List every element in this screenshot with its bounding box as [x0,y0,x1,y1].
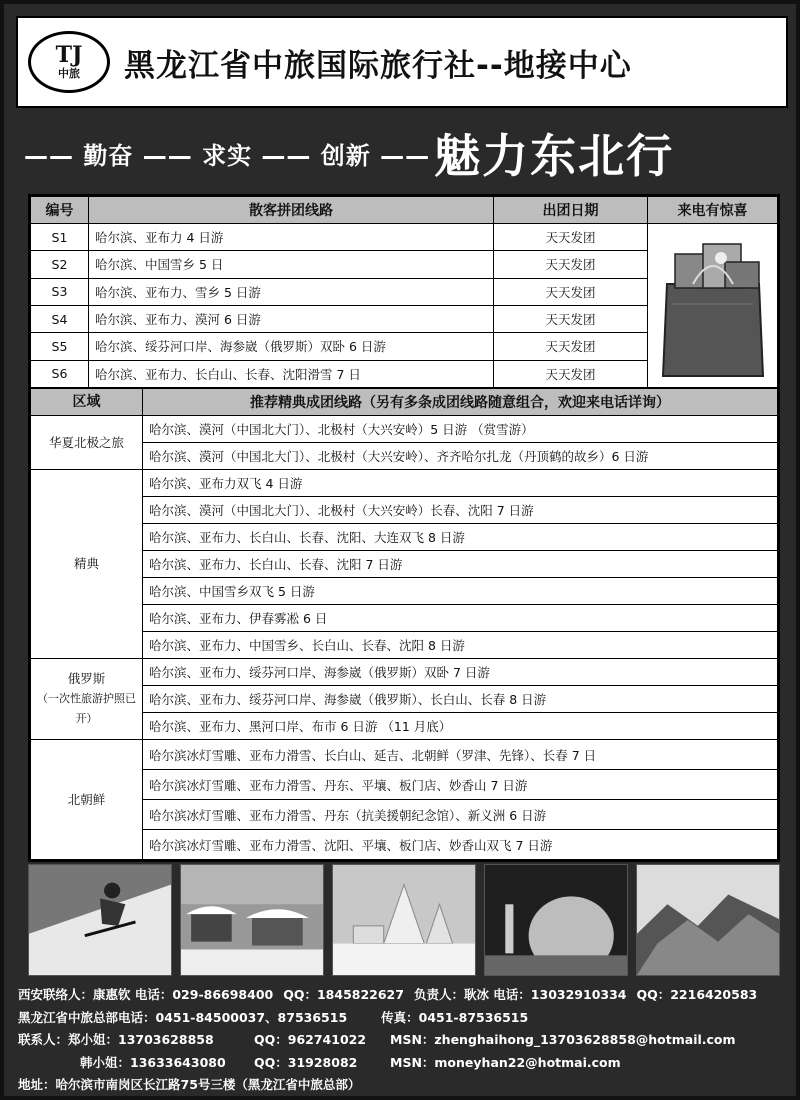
header-date: 出团日期 [494,197,648,224]
route-name: 哈尔滨、亚布力、漠河 6 日游 [89,305,494,332]
footer-row-address [18,1074,790,1097]
route-name: 哈尔滨冰灯雪雕、亚布力滑雪、丹东、平壤、板门店、妙香山 7 日游 [143,770,778,800]
route-name: 哈尔滨冰灯雪雕、亚布力滑雪、沈阳、平壤、板门店、妙香山双飞 7 日游 [143,830,778,860]
header-banner [16,16,788,108]
table-row [31,659,778,686]
route-code: S3 [31,278,89,305]
route-code: S4 [31,305,89,332]
skier-image [29,865,171,975]
header-code: 编号 [31,197,89,224]
table-row [31,740,778,770]
photo-ice-festival-night [484,864,628,976]
footer-row-contact-1 [18,1029,790,1052]
contact-1-name: 联系人：郑小姐：13703628858 [18,1032,214,1047]
region-russia-name: 俄罗斯 [67,671,106,686]
table-row [31,632,778,659]
table-row [31,443,778,470]
table-row [31,830,778,860]
route-date: 天天发团 [494,333,648,360]
photo-skier [28,864,172,976]
table-row [31,551,778,578]
xian-qq: QQ：1845822627 [283,987,404,1002]
table-row [31,686,778,713]
contact-1-msn: MSN：zhenghaihong_13703628858@hotmail.com [390,1032,736,1047]
route-code: S2 [31,251,89,278]
route-code: S6 [31,360,89,387]
route-date: 天天发团 [494,278,648,305]
footer-row-contact-2 [18,1052,790,1075]
photo-snow-village [180,864,324,976]
snow-rocks-image [637,865,779,975]
slogan-motto: —— 勤奋 —— 求实 —— 创新 —— [24,141,431,170]
route-date: 天天发团 [494,360,648,387]
gift-bag-icon [653,224,773,384]
route-name: 哈尔滨、亚布力双飞 4 日游 [143,470,778,497]
region-arctic: 华夏北极之旅 [31,416,143,470]
group-tour-table [30,388,778,860]
photo-strip [28,864,780,976]
route-date: 天天发团 [494,224,648,251]
region-north-korea: 北朝鲜 [31,740,143,860]
table-row [31,497,778,524]
route-name: 哈尔滨、绥芬河口岸、海参崴（俄罗斯）双卧 6 日游 [89,333,494,360]
contact-2-msn: MSN：moneyhan22@hotmai.com [390,1054,621,1070]
group-header-row [31,389,778,416]
ice-sculpture-image [333,865,475,975]
snow-village-image [181,865,323,975]
route-name: 哈尔滨、亚布力、伊春雾凇 6 日 [143,605,778,632]
scatter-tour-table [30,196,778,388]
route-name: 哈尔滨、亚布力、绥芬河口岸、海参崴（俄罗斯）双卧 7 日游 [143,659,778,686]
route-code: S5 [31,333,89,360]
route-name: 哈尔滨、漠河（中国北大门）、北极村（大兴安岭）、齐齐哈尔扎龙（丹顶鹤的故乡）6 日游 [143,443,778,470]
contact-1-qq: QQ：962741022 [254,1032,367,1047]
table-row [31,770,778,800]
scatter-header-row [31,197,778,224]
route-name: 哈尔滨、亚布力 4 日游 [89,224,494,251]
ice-festival-image [485,865,627,975]
table-row [31,800,778,830]
route-name: 哈尔滨、漠河（中国北大门）、北极村（大兴安岭）5 日游 （赏雪游） [143,416,778,443]
address: 地址：哈尔滨市南岗区长江路75号三楼（黑龙江省中旅总部） [18,1077,361,1092]
route-name: 哈尔滨、亚布力、绥芬河口岸、海参崴（俄罗斯）、长白山、长春 8 日游 [143,686,778,713]
route-name: 哈尔滨、亚布力、长白山、长春、沈阳 7 日游 [143,551,778,578]
route-name: 哈尔滨、亚布力、长白山、长春、沈阳、大连双飞 8 日游 [143,524,778,551]
footer-row-xian [18,984,790,1007]
logo-mark: TJ [55,42,83,68]
photo-ice-sculpture [332,864,476,976]
contact-footer [18,984,790,1097]
route-name: 哈尔滨、亚布力、雪乡 5 日游 [89,278,494,305]
photo-snow-rocks [636,864,780,976]
header-recommended: 推荐精典成团线路（另有多条成团线路随意组合，欢迎来电话详询） [143,389,778,416]
company-logo [28,31,110,93]
contact-2-qq: QQ：31928082 [254,1054,358,1070]
hq-phone: 黑龙江省中旅总部电话：0451-84500037、87536515 [18,1009,348,1025]
slogan-bar [16,114,788,192]
lead-qq: QQ：2216420583 [636,987,758,1002]
lead-contact: 负责人：耿冰 电话：13032910334 [413,987,627,1002]
header-route: 散客拼团线路 [89,197,494,224]
xian-contact: 西安联络人：康惠钦 电话：029-86698400 [18,987,274,1002]
slogan-headline: 魅力东北行 [434,129,675,183]
page-title: 黑龙江省中旅国际旅行社--地接中心 [124,47,632,84]
gift-bag-image [648,224,778,388]
table-row [31,416,778,443]
route-name: 哈尔滨、中国雪乡 5 日 [89,251,494,278]
contact-2-name: 韩小姐：13633643080 [80,1054,226,1070]
region-russia [31,659,143,740]
route-name: 哈尔滨、中国雪乡双飞 5 日游 [143,578,778,605]
route-name: 哈尔滨冰灯雪雕、亚布力滑雪、丹东（抗美援朝纪念馆）、新义洲 6 日游 [143,800,778,830]
table-row [31,224,778,251]
route-date: 天天发团 [494,251,648,278]
hq-fax: 传真：0451-87536515 [381,1009,529,1025]
region-classic: 精典 [31,470,143,659]
route-code: S1 [31,224,89,251]
logo-text: 中旅 [58,67,80,80]
route-name: 哈尔滨、亚布力、中国雪乡、长白山、长春、沈阳 8 日游 [143,632,778,659]
route-name: 哈尔滨冰灯雪雕、亚布力滑雪、长白山、延吉、北朝鲜（罗津、先锋）、长春 7 日 [143,740,778,770]
route-date: 天天发团 [494,305,648,332]
header-region: 区域 [31,389,143,416]
table-row [31,470,778,497]
table-row [31,605,778,632]
table-row [31,713,778,740]
route-tables [28,194,780,862]
footer-row-hq [18,1007,790,1030]
table-row [31,524,778,551]
route-name: 哈尔滨、亚布力、黑河口岸、布市 6 日游 （11 月底） [143,713,778,740]
region-russia-note: （一次性旅游护照已开） [37,692,136,725]
header-surprise: 来电有惊喜 [648,197,778,224]
table-row [31,578,778,605]
route-name: 哈尔滨、亚布力、长白山、长春、沈阳滑雪 7 日 [89,360,494,387]
route-name: 哈尔滨、漠河（中国北大门）、北极村（大兴安岭）长春、沈阳 7 日游 [143,497,778,524]
